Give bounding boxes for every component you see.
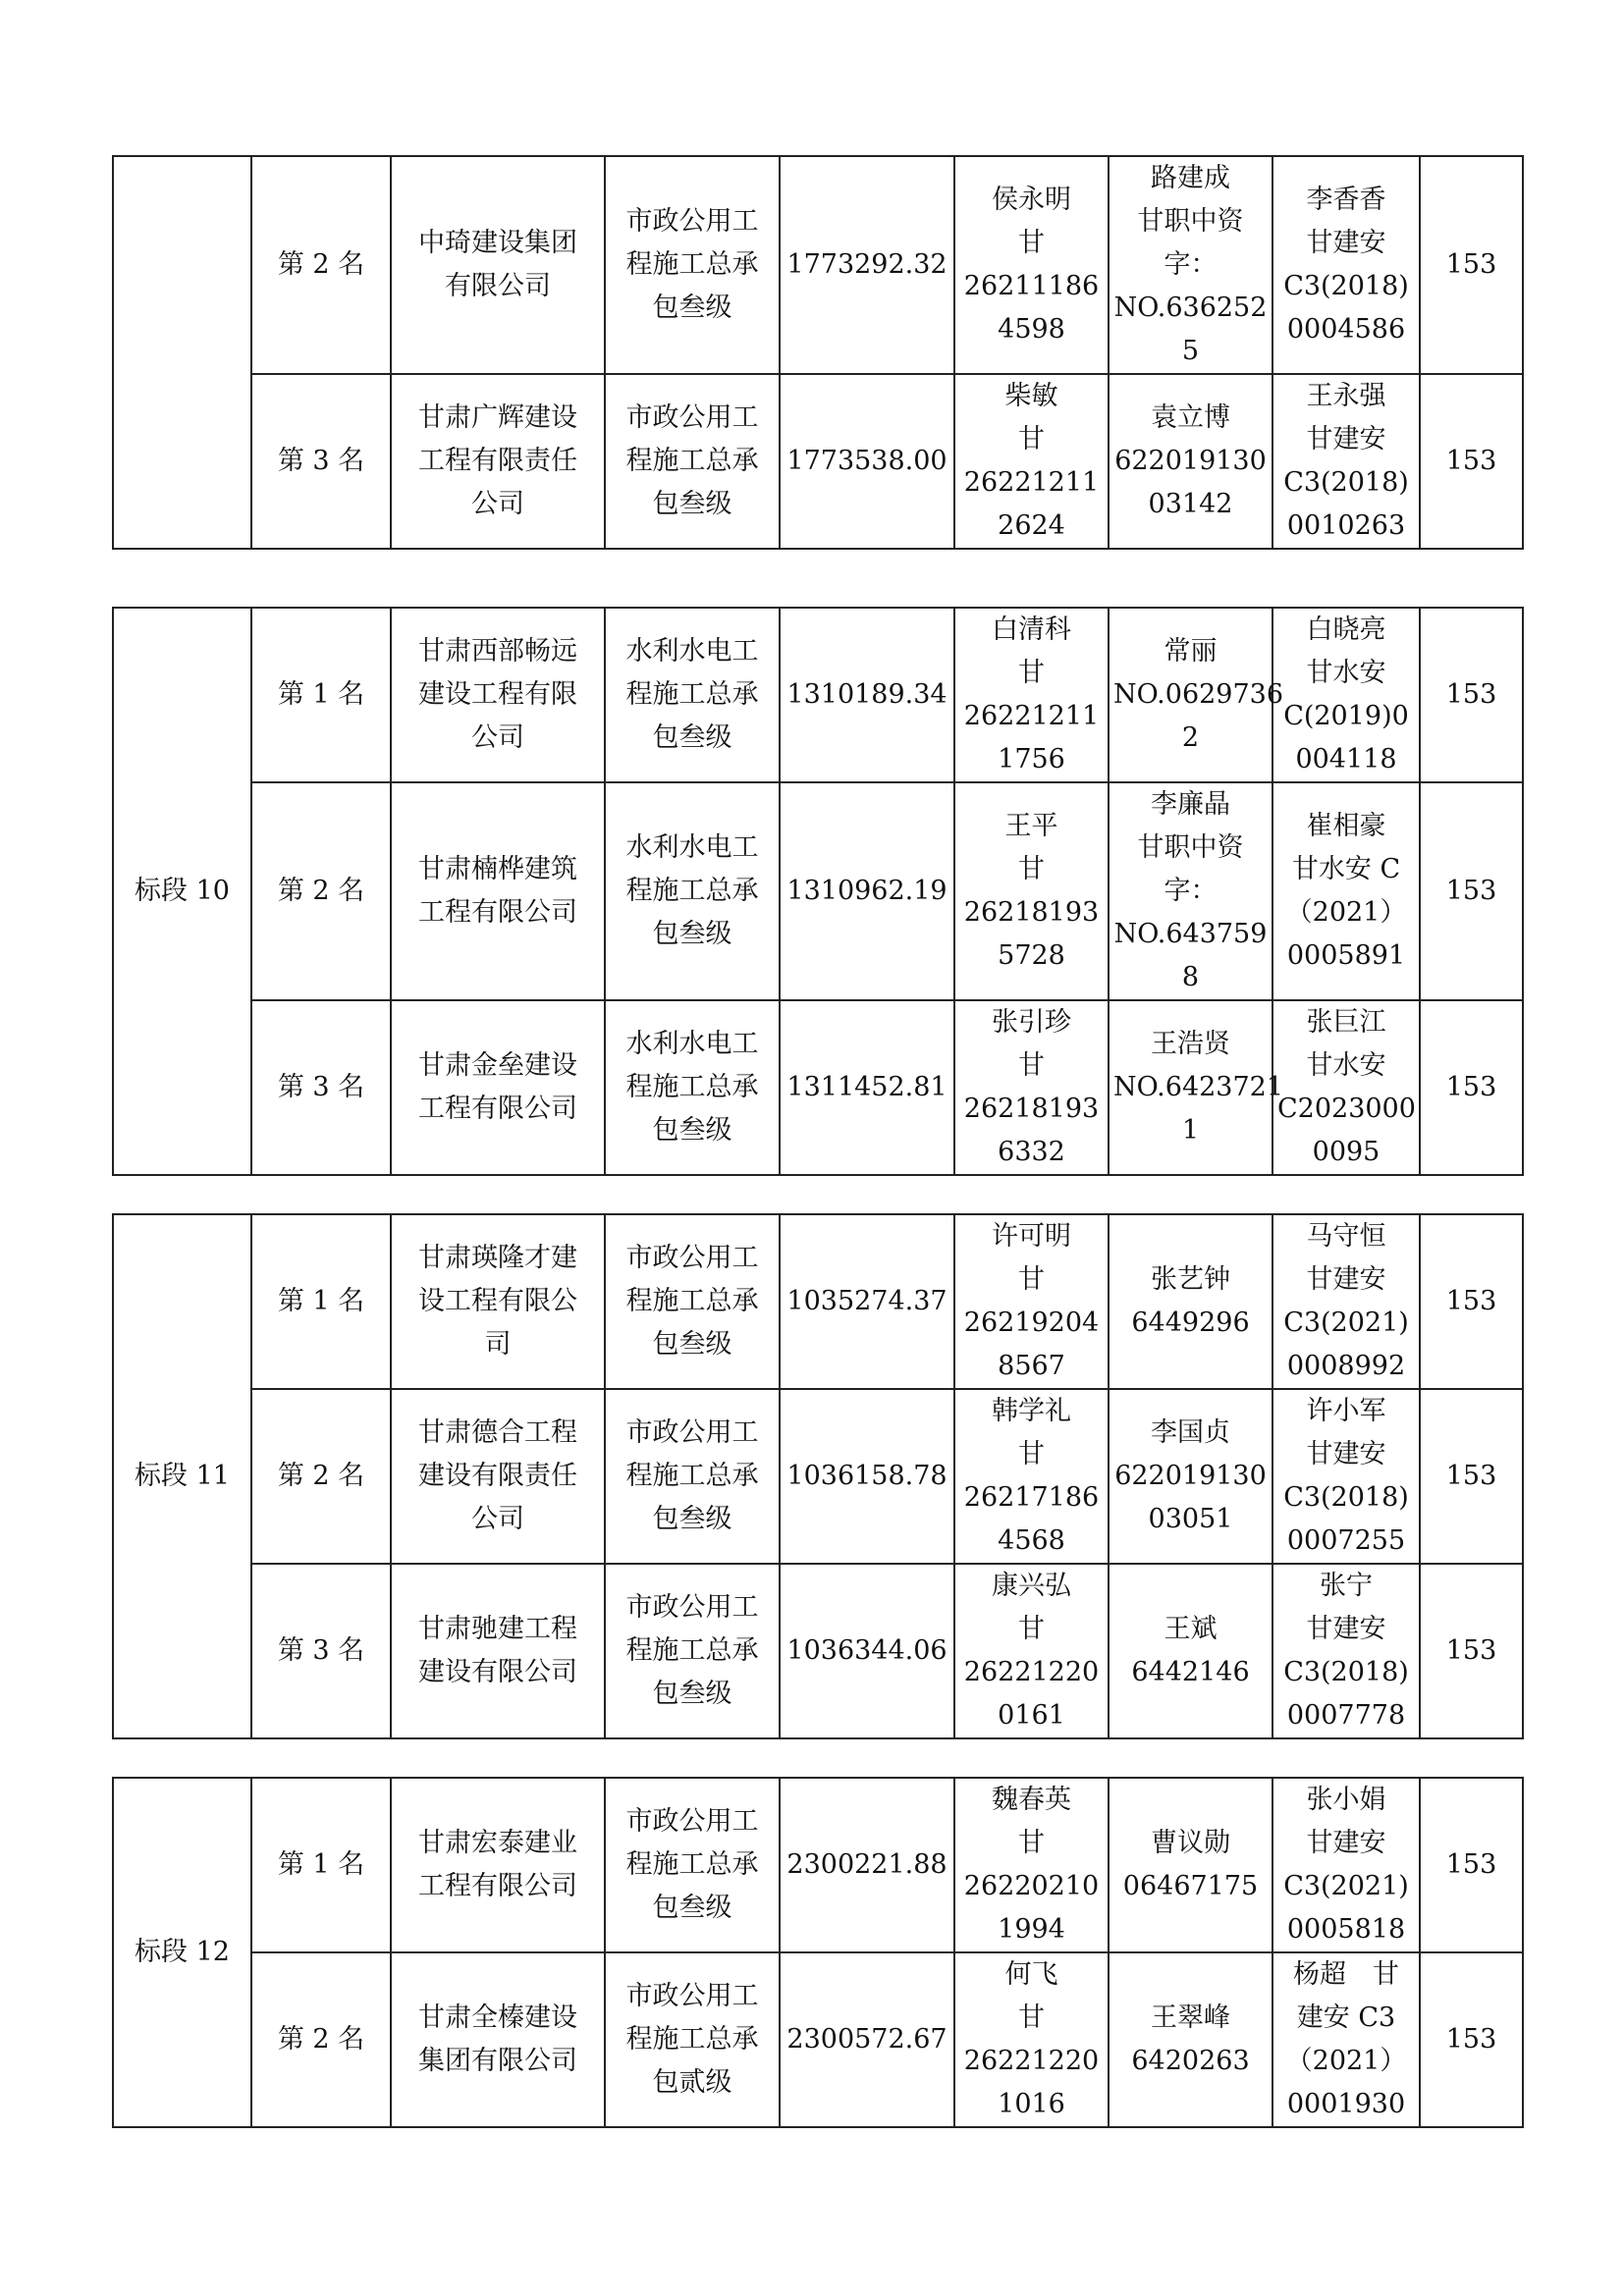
safety-officer-cell-line: C3(2021) (1283, 1871, 1409, 1901)
qualification-cell-line: 程施工总承 (625, 249, 759, 280)
qualification-cell-line: 市政公用工 (625, 1806, 759, 1837)
qualification-cell (605, 1000, 780, 1175)
safety-officer-cell-line: 马守恒 (1306, 1221, 1386, 1252)
safety-officer-cell-line: C3(2018) (1283, 271, 1409, 301)
company-cell-line: 公司 (471, 1504, 524, 1534)
table-row (113, 1778, 1523, 1952)
bid-price-cell: 2300221.88 (780, 1778, 954, 1952)
company-cell-line: 工程有限公司 (418, 1094, 577, 1124)
company-cell (391, 1389, 605, 1564)
project-manager-cell-line: 26218193 (963, 897, 1100, 928)
technical-lead-cell-line: NO.0629736 (1113, 679, 1284, 710)
duration-cell: 153 (1420, 156, 1523, 374)
project-manager-cell-line: 甘 (1018, 1614, 1045, 1644)
safety-officer-cell-line: 建安 C3 (1296, 2002, 1396, 2033)
company-cell (391, 1952, 605, 2127)
qualification-cell-line: 包叁级 (652, 919, 732, 949)
rank-cell: 第 3 名 (251, 1564, 391, 1738)
project-manager-cell-line: 26221211 (963, 467, 1100, 498)
qualification-cell-line: 程施工总承 (625, 876, 759, 906)
segment-label: 标段 12 (113, 1778, 251, 2127)
project-manager-cell-line: 张引珍 (992, 1007, 1071, 1038)
safety-officer-cell (1272, 1000, 1420, 1175)
safety-officer-cell (1272, 1952, 1420, 2127)
segment-label: 标段 10 (113, 608, 251, 1175)
qualification-cell (605, 608, 780, 782)
segment-label: 标段 11 (113, 1214, 251, 1738)
project-manager-cell-line: 1756 (998, 744, 1065, 774)
company-cell-line: 甘肃驰建工程 (418, 1614, 577, 1644)
safety-officer-cell-line: 0007255 (1286, 1525, 1406, 1556)
safety-officer-cell (1272, 608, 1420, 782)
safety-officer-cell (1272, 782, 1420, 1000)
duration-cell: 153 (1420, 782, 1523, 1000)
safety-officer-cell-line: 甘水安 (1306, 658, 1386, 688)
qualification-cell-line: 水利水电工 (625, 1029, 759, 1059)
rank-cell: 第 2 名 (251, 782, 391, 1000)
table-row (113, 782, 1523, 1000)
technical-lead-cell-line: 6449296 (1131, 1308, 1250, 1338)
technical-lead-cell-line: 甘职中资 (1137, 206, 1244, 237)
company-cell-line: 甘肃全榛建设 (418, 2002, 577, 2033)
safety-officer-cell-line: 0007778 (1286, 1700, 1406, 1731)
project-manager-cell-line: 26211186 (963, 271, 1100, 301)
technical-lead-cell-line: 王翠峰 (1151, 2002, 1230, 2033)
qualification-cell-line: 包叁级 (652, 1893, 732, 1923)
table-row (113, 1000, 1523, 1175)
project-manager-cell-line: 2624 (998, 510, 1065, 541)
company-cell-line: 司 (484, 1329, 512, 1360)
qualification-cell-line: 包叁级 (652, 1329, 732, 1360)
safety-officer-cell-line: 甘建安 (1306, 424, 1386, 454)
qualification-cell-line: 包叁级 (652, 293, 732, 323)
project-manager-cell-line: 4568 (998, 1525, 1065, 1556)
project-manager-cell-line: 侯永明 (992, 185, 1071, 215)
company-cell-line: 甘肃金垒建设 (418, 1050, 577, 1081)
technical-lead-cell-line: 622019130 (1114, 1461, 1267, 1491)
company-cell-line: 甘肃广辉建设 (418, 402, 577, 433)
project-manager-cell-line: 5728 (998, 940, 1065, 971)
duration-cell: 153 (1420, 1564, 1523, 1738)
project-manager-cell-line: 甘 (1018, 2002, 1045, 2033)
safety-officer-cell-line: C3(2018) (1283, 467, 1409, 498)
safety-officer-cell-line: 甘水安 (1306, 1050, 1386, 1081)
table-row (113, 608, 1523, 782)
bid-price-cell: 1036158.78 (780, 1389, 954, 1564)
qualification-cell-line: 市政公用工 (625, 1592, 759, 1623)
company-cell (391, 1214, 605, 1389)
safety-officer-cell (1272, 156, 1420, 374)
segment-table (112, 155, 1524, 550)
qualification-cell-line: 市政公用工 (625, 402, 759, 433)
safety-officer-cell-line: 王永强 (1306, 381, 1386, 411)
project-manager-cell-line: 何飞 (1004, 1959, 1058, 1990)
technical-lead-cell-line: 王斌 (1164, 1614, 1218, 1644)
bid-price-cell: 1036344.06 (780, 1564, 954, 1738)
project-manager-cell-line: 甘 (1018, 1264, 1045, 1295)
technical-lead-cell-line: 03051 (1148, 1504, 1233, 1534)
safety-officer-cell-line: 0005818 (1286, 1914, 1406, 1945)
project-manager-cell-line: 甘 (1018, 424, 1045, 454)
safety-officer-cell-line: 杨超 甘 (1293, 1959, 1399, 1990)
technical-lead-cell-line: 曹议勋 (1151, 1828, 1230, 1858)
qualification-cell (605, 1214, 780, 1389)
safety-officer-cell (1272, 1778, 1420, 1952)
safety-officer-cell-line: 0001930 (1286, 2089, 1406, 2119)
project-manager-cell (954, 1952, 1109, 2127)
technical-lead-cell (1109, 156, 1272, 374)
bid-price-cell: 1310962.19 (780, 782, 954, 1000)
technical-lead-cell-line: 张艺钟 (1151, 1264, 1230, 1295)
company-cell-line: 设工程有限公 (418, 1286, 577, 1316)
qualification-cell-line: 包叁级 (652, 1679, 732, 1709)
company-cell (391, 1000, 605, 1175)
safety-officer-cell (1272, 374, 1420, 549)
qualification-cell-line: 程施工总承 (625, 1286, 759, 1316)
qualification-cell-line: 程施工总承 (625, 1849, 759, 1880)
duration-cell: 153 (1420, 1000, 1523, 1175)
safety-officer-cell-line: 004118 (1295, 744, 1397, 774)
qualification-cell-line: 程施工总承 (625, 1072, 759, 1102)
qualification-cell-line: 市政公用工 (625, 1243, 759, 1273)
qualification-cell (605, 1952, 780, 2127)
qualification-cell-line: 程施工总承 (625, 679, 759, 710)
qualification-cell-line: 市政公用工 (625, 1981, 759, 2011)
qualification-cell (605, 374, 780, 549)
technical-lead-cell (1109, 1214, 1272, 1389)
company-cell-line: 甘肃西部畅远 (418, 636, 577, 667)
technical-lead-cell (1109, 1778, 1272, 1952)
project-manager-cell-line: 白清科 (992, 614, 1071, 645)
project-manager-cell-line: 甘 (1018, 854, 1045, 884)
project-manager-cell (954, 1564, 1109, 1738)
rank-cell: 第 1 名 (251, 608, 391, 782)
qualification-cell (605, 1778, 780, 1952)
safety-officer-cell (1272, 1564, 1420, 1738)
technical-lead-cell-line: 5 (1181, 336, 1200, 366)
company-cell (391, 1564, 605, 1738)
safety-officer-cell-line: 0095 (1312, 1137, 1380, 1167)
company-cell (391, 374, 605, 549)
company-cell (391, 782, 605, 1000)
technical-lead-cell (1109, 1564, 1272, 1738)
technical-lead-cell-line: 8 (1181, 962, 1200, 992)
project-manager-cell (954, 374, 1109, 549)
project-manager-cell (954, 1214, 1109, 1389)
company-cell-line: 建设有限公司 (418, 1657, 577, 1687)
project-manager-cell-line: 6332 (998, 1137, 1065, 1167)
project-manager-cell-line: 柴敏 (1004, 381, 1058, 411)
duration-cell: 153 (1420, 1778, 1523, 1952)
segment-table (112, 1777, 1524, 2128)
technical-lead-cell-line: 06467175 (1122, 1871, 1259, 1901)
table-row (113, 1952, 1523, 2127)
rank-cell: 第 1 名 (251, 1778, 391, 1952)
safety-officer-cell-line: C3(2018) (1283, 1482, 1409, 1513)
company-cell-line: 工程有限责任 (418, 446, 577, 476)
safety-officer-cell-line: 0005891 (1286, 940, 1406, 971)
qualification-cell-line: 市政公用工 (625, 1417, 759, 1448)
company-cell (391, 608, 605, 782)
project-manager-cell-line: 王平 (1004, 811, 1058, 841)
technical-lead-cell-line: 字： (1164, 249, 1218, 280)
project-manager-cell-line: 26220210 (963, 1871, 1100, 1901)
project-manager-cell-line: 魏春英 (992, 1785, 1071, 1815)
technical-lead-cell-line: 王浩贤 (1151, 1029, 1230, 1059)
qualification-cell-line: 程施工总承 (625, 2024, 759, 2055)
qualification-cell (605, 1564, 780, 1738)
table-row (113, 1389, 1523, 1564)
technical-lead-cell-line: 1 (1181, 1115, 1200, 1146)
safety-officer-cell-line: 白晓亮 (1306, 614, 1386, 645)
duration-cell: 153 (1420, 608, 1523, 782)
bid-price-cell: 1035274.37 (780, 1214, 954, 1389)
project-manager-cell-line: 甘 (1018, 1828, 1045, 1858)
bid-price-cell: 1773538.00 (780, 374, 954, 549)
company-cell-line: 公司 (471, 722, 524, 753)
project-manager-cell (954, 782, 1109, 1000)
project-manager-cell (954, 608, 1109, 782)
project-manager-cell-line: 26219204 (963, 1308, 1100, 1338)
rank-cell: 第 1 名 (251, 1214, 391, 1389)
project-manager-cell-line: 26221220 (963, 1657, 1100, 1687)
company-cell-line: 工程有限公司 (418, 897, 577, 928)
safety-officer-cell-line: 甘建安 (1306, 1264, 1386, 1295)
duration-cell: 153 (1420, 374, 1523, 549)
technical-lead-cell-line: 常丽 (1164, 636, 1218, 667)
rank-cell: 第 2 名 (251, 1389, 391, 1564)
technical-lead-cell (1109, 782, 1272, 1000)
technical-lead-cell (1109, 1952, 1272, 2127)
qualification-cell (605, 782, 780, 1000)
safety-officer-cell (1272, 1214, 1420, 1389)
project-manager-cell (954, 156, 1109, 374)
project-manager-cell-line: 甘 (1018, 658, 1045, 688)
bid-price-cell: 1310189.34 (780, 608, 954, 782)
technical-lead-cell-line: 李国贞 (1151, 1417, 1230, 1448)
safety-officer-cell-line: C3(2018) (1283, 1657, 1409, 1687)
project-manager-cell-line: 26221211 (963, 701, 1100, 731)
technical-lead-cell-line: 6442146 (1131, 1657, 1250, 1687)
safety-officer-cell (1272, 1389, 1420, 1564)
company-cell (391, 156, 605, 374)
project-manager-cell-line: 0161 (998, 1700, 1065, 1731)
qualification-cell (605, 156, 780, 374)
technical-lead-cell (1109, 608, 1284, 782)
project-manager-cell (954, 1778, 1109, 1952)
qualification-cell-line: 程施工总承 (625, 1461, 759, 1491)
duration-cell: 153 (1420, 1389, 1523, 1564)
company-cell-line: 甘肃宏泰建业 (418, 1828, 577, 1858)
project-manager-cell-line: 康兴弘 (992, 1571, 1071, 1601)
technical-lead-cell-line: 字： (1164, 876, 1218, 906)
segment-table (112, 1213, 1524, 1739)
safety-officer-cell-line: （2021） (1285, 2046, 1407, 2076)
technical-lead-cell-line: NO.6423721 (1113, 1072, 1284, 1102)
table-row (113, 156, 1523, 374)
company-cell-line: 建设工程有限 (418, 679, 577, 710)
technical-lead-cell (1109, 1389, 1272, 1564)
technical-lead-cell-line: 甘职中资 (1137, 832, 1244, 863)
table-row (113, 374, 1523, 549)
safety-officer-cell-line: 0004586 (1286, 314, 1406, 345)
company-cell-line: 公司 (471, 489, 524, 519)
project-manager-cell-line: 26221220 (963, 2046, 1100, 2076)
technical-lead-cell-line: 路建成 (1151, 163, 1230, 193)
qualification-cell-line: 市政公用工 (625, 206, 759, 237)
company-cell-line: 建设有限责任 (418, 1461, 577, 1491)
qualification-cell-line: 包贰级 (652, 2067, 732, 2098)
technical-lead-cell-line: 2 (1181, 722, 1200, 753)
qualification-cell-line: 程施工总承 (625, 446, 759, 476)
duration-cell: 153 (1420, 1952, 1523, 2127)
project-manager-cell-line: 26217186 (963, 1482, 1100, 1513)
qualification-cell (605, 1389, 780, 1564)
safety-officer-cell-line: 0008992 (1286, 1351, 1406, 1381)
project-manager-cell (954, 1000, 1109, 1175)
qualification-cell-line: 包叁级 (652, 1115, 732, 1146)
qualification-cell-line: 程施工总承 (625, 1635, 759, 1666)
safety-officer-cell-line: 张巨江 (1306, 1007, 1386, 1038)
technical-lead-cell-line: 袁立博 (1151, 402, 1230, 433)
technical-lead-cell-line: 622019130 (1114, 446, 1267, 476)
rank-cell: 第 3 名 (251, 374, 391, 549)
company-cell-line: 有限公司 (445, 271, 551, 301)
technical-lead-cell-line: 李廉晶 (1151, 789, 1230, 820)
technical-lead-cell-line: NO.636252 (1113, 293, 1268, 323)
company-cell (391, 1778, 605, 1952)
safety-officer-cell-line: 甘建安 (1306, 1828, 1386, 1858)
safety-officer-cell-line: 甘水安 C (1291, 854, 1401, 884)
project-manager-cell-line: 甘 (1018, 1439, 1045, 1469)
rank-cell: 第 2 名 (251, 156, 391, 374)
project-manager-cell (954, 1389, 1109, 1564)
safety-officer-cell-line: 甘建安 (1306, 228, 1386, 258)
qualification-cell-line: 包叁级 (652, 489, 732, 519)
safety-officer-cell-line: C3(2021) (1283, 1308, 1409, 1338)
bid-price-cell: 1311452.81 (780, 1000, 954, 1175)
safety-officer-cell-line: 甘建安 (1306, 1614, 1386, 1644)
segment-table (112, 607, 1524, 1176)
segment-label (113, 156, 251, 549)
company-cell-line: 甘肃瑛隆才建 (418, 1243, 577, 1273)
duration-cell: 153 (1420, 1214, 1523, 1389)
bid-price-cell: 1773292.32 (780, 156, 954, 374)
safety-officer-cell-line: （2021） (1285, 897, 1407, 928)
safety-officer-cell-line: 甘建安 (1306, 1439, 1386, 1469)
project-manager-cell-line: 1016 (998, 2089, 1065, 2119)
safety-officer-cell-line: 李香香 (1306, 185, 1386, 215)
project-manager-cell-line: 许可明 (992, 1221, 1071, 1252)
project-manager-cell-line: 1994 (998, 1914, 1065, 1945)
project-manager-cell-line: 韩学礼 (992, 1396, 1071, 1426)
technical-lead-cell-line: 6420263 (1131, 2046, 1250, 2076)
company-cell-line: 工程有限公司 (418, 1871, 577, 1901)
safety-officer-cell-line: 0010263 (1286, 510, 1406, 541)
table-row (113, 1214, 1523, 1389)
safety-officer-cell-line: 张宁 (1320, 1571, 1373, 1601)
rank-cell: 第 2 名 (251, 1952, 391, 2127)
technical-lead-cell-line: NO.643759 (1113, 919, 1268, 949)
company-cell-line: 甘肃楠桦建筑 (418, 854, 577, 884)
technical-lead-cell (1109, 1000, 1284, 1175)
company-cell-line: 甘肃德合工程 (418, 1417, 577, 1448)
technical-lead-cell (1109, 374, 1272, 549)
qualification-cell-line: 水利水电工 (625, 636, 759, 667)
qualification-cell-line: 包叁级 (652, 722, 732, 753)
qualification-cell-line: 包叁级 (652, 1504, 732, 1534)
safety-officer-cell-line: C2023000 (1277, 1094, 1416, 1124)
qualification-cell-line: 水利水电工 (625, 832, 759, 863)
bid-price-cell: 2300572.67 (780, 1952, 954, 2127)
project-manager-cell-line: 8567 (998, 1351, 1065, 1381)
company-cell-line: 中琦建设集团 (418, 228, 577, 258)
safety-officer-cell-line: 崔相豪 (1306, 811, 1386, 841)
safety-officer-cell-line: 张小娟 (1306, 1785, 1386, 1815)
safety-officer-cell-line: C(2019)0 (1283, 701, 1409, 731)
project-manager-cell-line: 甘 (1018, 1050, 1045, 1081)
table-row (113, 1564, 1523, 1738)
technical-lead-cell-line: 03142 (1148, 489, 1233, 519)
project-manager-cell-line: 甘 (1018, 228, 1045, 258)
project-manager-cell-line: 26218193 (963, 1094, 1100, 1124)
company-cell-line: 集团有限公司 (418, 2046, 577, 2076)
rank-cell: 第 3 名 (251, 1000, 391, 1175)
project-manager-cell-line: 4598 (998, 314, 1065, 345)
safety-officer-cell-line: 许小军 (1306, 1396, 1386, 1426)
